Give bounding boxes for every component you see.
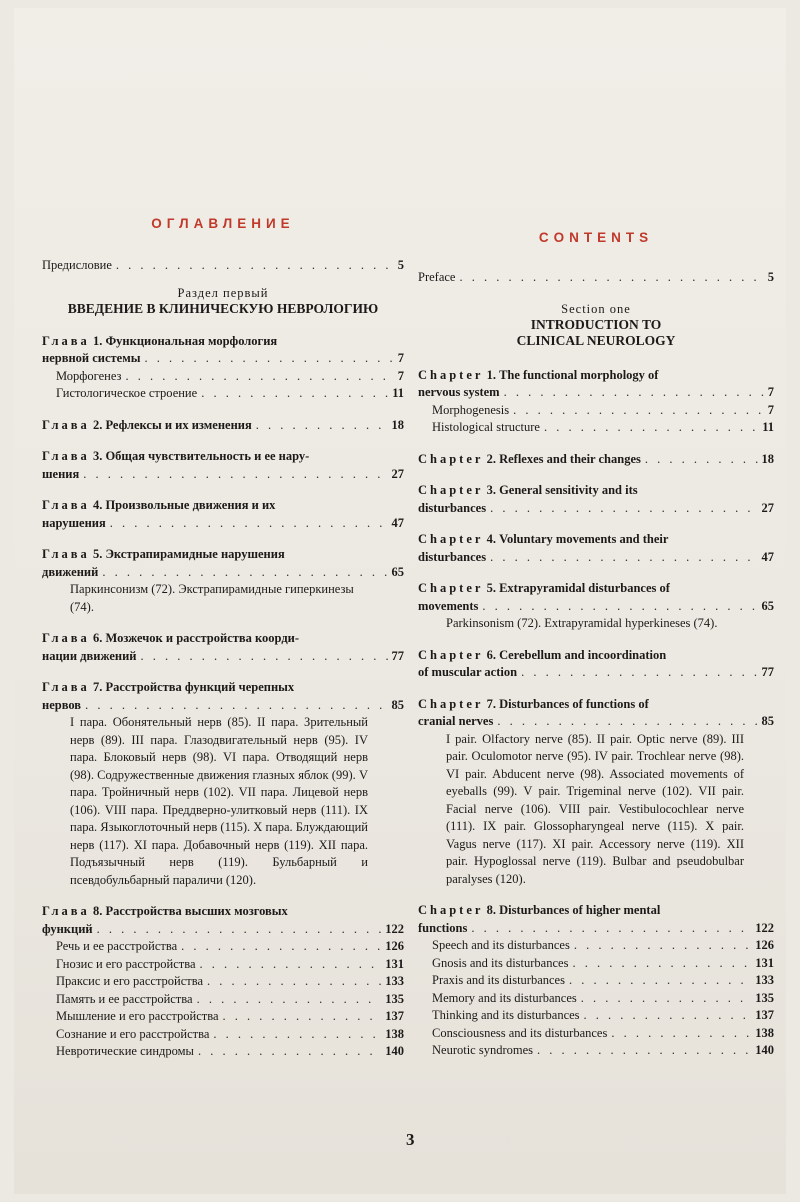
ru-ch6-num: 6. [92,631,103,645]
ru-ch8-sub-1-page: 126 [385,939,404,953]
leader-dots [223,1008,382,1026]
leader-dots [145,350,394,368]
leader-dots [581,990,751,1008]
ru-ch3-title-a: Общая чувствительность и ее нару- [105,449,310,463]
leader-dots [200,956,382,974]
en-ch6-title-a: Cerebellum and incoordination [499,647,667,662]
en-ch1-num: 1. [486,367,496,382]
en-ch5-title-b: movements [418,598,479,613]
en-ch2-page: 18 [761,451,774,466]
ru-ch4-num: 4. [92,498,103,512]
ru-chapter-7 [42,679,404,889]
ru-ch8-title-b: функций [42,921,93,936]
ru-ch3-page: 27 [391,466,404,481]
en-chapter-word: Chapter [418,367,484,382]
ru-ch8-sub-2-page: 131 [385,956,404,971]
leader-dots [521,664,757,682]
en-ch1-sub-2-page: 11 [762,420,774,434]
en-chapter-7 [418,696,774,889]
en-section-heading [418,301,774,349]
en-chapter-5 [418,580,774,633]
leader-dots [513,402,764,420]
ru-ch8-sub-2-title: Гнозис и его расстройства [56,956,196,971]
leader-dots [544,419,758,437]
ru-preface-title: Предисловие [42,258,112,272]
ru-toc-heading: ОГЛАВЛЕНИЕ [151,216,295,231]
ru-chapter-8 [42,903,404,1061]
en-ch6-page: 77 [761,665,774,679]
leader-dots [141,648,388,666]
ru-chapter-6 [42,630,404,665]
ru-ch8-sub-5-page: 137 [385,1009,404,1023]
en-ch4-num: 4. [486,532,496,546]
en-ch8-sub-7-page: 140 [755,1043,774,1057]
en-ch7-detail: I pair. Olfactory nerve (85). II pair. Optic nerve (89). III pair. Oculomotor nerve (95). IV pair. Trochlear nerve (98). VI pair. Abducent nerve (98). Associated movements of eyeballs (99). V pair. Trigeminal nerve (102). VII pair. Facial nerve (106). VIII pair. Vestibulocochlear nerve (111). IX pair. Glossopharyngeal nerve (115). X pair. Vagus nerve (117). XI pair. Accessory nerve (119). XII pair. Hypoglossal nerve (119). Bulbar and pseudobulbar paralyses (120). [446,731,744,886]
en-ch5-num: 5. [486,581,496,595]
en-ch8-num: 8. [486,903,496,917]
ru-ch2-page: 18 [391,417,404,432]
ru-ch1-sub-1-page: 7 [397,368,404,383]
ru-ch5-detail: Паркинсонизм (72). Экстрапирамидные гиперкинезы (74). [70,582,354,614]
ru-ch8-sub-7-page: 140 [385,1044,404,1058]
ru-ch1-num: 1. [92,333,103,348]
en-ch8-sub-7-title: Neurotic syndromes [432,1043,534,1057]
en-ch8-sub-4-title: Memory and its disturbances [432,990,577,1005]
en-ch8-sub-2-title: Gnosis and its disturbances [432,955,569,970]
en-chapter-word: Chapter [418,532,484,546]
ru-ch7-title-b: нервов [42,697,82,712]
leader-dots [181,938,381,956]
en-ch7-page: 85 [761,714,774,728]
en-ch8-sub-6-page: 138 [755,1025,774,1040]
en-ch8-title-a: Disturbances of higher mental [499,903,661,917]
ru-ch8-sub-5-title: Мышление и его расстройства [56,1009,219,1023]
leader-dots [645,451,758,469]
en-ch7-num: 7. [486,696,496,711]
en-chapter-1 [418,367,774,437]
en-chapter-word: Chapter [418,647,484,662]
en-ch1-title-a: The functional morphology of [499,367,659,382]
en-preface-entry [418,269,774,287]
ru-chapter-2 [42,417,404,435]
en-ch4-title-b: disturbances [418,549,487,564]
ru-ch3-num: 3. [92,449,103,463]
en-chapter-3 [418,482,774,517]
leader-dots [207,973,381,991]
ru-ch7-title-a: Расстройства функций черепных [105,680,295,694]
ru-chapter-4 [42,497,404,532]
leader-dots [574,937,751,955]
ru-ch8-page: 122 [385,921,404,936]
ru-chapter-word: Глава [42,547,90,561]
en-ch5-detail: Parkinsonism (72). Extrapyramidal hyperkineses (74). [446,616,718,630]
en-ch8-sub-3-title: Praxis and its disturbances [432,973,565,987]
ru-ch1-page: 7 [397,351,404,365]
ru-ch8-sub-1-title: Речь и ее расстройства [56,939,178,953]
ru-ch5-title-b: движений [42,564,99,579]
en-ch8-sub-3-page: 133 [755,973,774,987]
en-chapter-word: Chapter [418,696,484,711]
leader-dots [85,697,387,715]
ru-ch8-sub-3-page: 133 [385,974,404,988]
en-ch8-sub-6-title: Consciousness and its disturbances [432,1025,608,1040]
ru-ch5-title-a: Экстрапирамидные нарушения [105,547,285,561]
leader-dots [471,920,751,938]
en-ch8-sub-1-page: 126 [755,938,774,952]
en-ch7-title-a: Disturbances of functions of [499,696,649,711]
ru-chapter-word: Глава [42,904,90,918]
en-chapter-2 [418,451,774,469]
ru-ch2-title: Рефлексы и их изменения [105,417,252,432]
en-ch3-page: 27 [761,500,774,515]
en-ch6-title-b: of muscular action [418,665,518,679]
ru-ch1-title-b: нервной системы [42,351,141,365]
en-chapter-4 [418,531,774,566]
ru-chapter-word: Глава [42,498,90,512]
leader-dots [611,1025,751,1043]
leader-dots [572,955,751,973]
en-chapter-6 [418,647,774,682]
ru-ch8-sub-6-page: 138 [385,1026,404,1041]
ru-ch1-title-a: Функциональная морфология [105,333,278,348]
ru-ch6-title-b: нации движений [42,648,137,663]
en-ch5-page: 65 [761,598,774,613]
en-ch8-sub-2-page: 131 [755,955,774,970]
en-ch8-page: 122 [755,920,774,935]
en-ch1-title-b: nervous system [418,385,500,399]
leader-dots [504,384,764,402]
ru-ch7-page: 85 [391,697,404,712]
ru-ch7-num: 7. [92,680,103,694]
ru-section-heading [42,285,404,317]
en-ch4-title-a: Voluntary movements and their [499,532,669,546]
ru-ch8-sub-3-title: Праксис и его расстройства [56,974,204,988]
ru-ch4-page: 47 [391,515,404,530]
ru-chapter-word: Глава [42,631,90,645]
ru-ch8-sub-4-title: Память и ее расстройства [56,991,193,1006]
leader-dots [213,1026,381,1044]
ru-ch5-page: 65 [391,564,404,579]
en-section-label: Section one [561,301,631,316]
leader-dots [482,598,757,616]
en-ch8-sub-5-page: 137 [755,1008,774,1022]
en-ch8-sub-1-title: Speech and its disturbances [432,938,570,952]
book-page [14,8,786,1194]
ru-ch6-title-a: Мозжечок и расстройства коорди- [105,631,300,645]
ru-preface-entry [42,257,404,275]
ru-ch5-num: 5. [92,547,103,561]
leader-dots [497,713,757,731]
leader-dots [584,1007,752,1025]
ru-chapter-word: Глава [42,680,90,694]
leader-dots [110,515,388,533]
en-chapter-8 [418,902,774,1060]
leader-dots [256,417,388,435]
en-chapter-word: Chapter [418,483,484,497]
en-ch2-title: Reflexes and their changes [499,451,641,466]
en-chapter-word: Chapter [418,903,484,917]
ru-ch1-sub-1-title: Морфогенез [56,368,122,383]
en-ch2-num: 2. [486,451,496,466]
ru-ch1-sub-2-title: Гистологическое строение [56,386,198,400]
page-number: 3 [406,1130,415,1149]
ru-chapter-word: Глава [42,333,90,348]
ru-chapter-1 [42,333,404,403]
leader-dots [537,1042,751,1060]
leader-dots [569,972,751,990]
en-ch1-sub-2-title: Histological structure [432,420,540,434]
en-ch8-title-b: functions [418,920,468,935]
russian-toc-column [42,8,404,1061]
en-ch1-page: 7 [767,385,774,399]
leader-dots [116,257,394,275]
leader-dots [198,1043,381,1061]
en-section-title-b: CLINICAL NEUROLOGY [516,332,676,348]
ru-ch7-detail: I пара. Обонятельный нерв (85). II пара. Зрительный нерв (89). III пара. Глазодвигательный нерв (95). IV пара. Блоковый нерв (98). VI пара. Отводящий нерв (98). Содружественные движения глазных яблок (99). V пара. Тройничный нерв (102). VII пара. Лицевой нерв (106). VIII пара. Преддверно-улитковый нерв (111). IX пара. Языкоглоточный нерв (115). X пара. Блуждающий нерв (117). XI пара. Добавочный нерв (119). XII пара. Подъязычный нерв (119). Бульбарный и псевдобульбарный параличи (120). [70,715,368,887]
en-ch1-sub-1-page: 7 [767,402,774,417]
leader-dots [201,385,388,403]
en-ch8-sub-4-page: 135 [755,990,774,1005]
ru-chapter-3 [42,448,404,483]
ru-ch4-title-b: нарушения [42,515,106,530]
leader-dots [97,921,382,939]
en-ch4-page: 47 [761,549,774,564]
ru-ch8-sub-7-title: Невротические синдромы [56,1044,194,1058]
leader-dots [83,466,387,484]
ru-preface-page: 5 [397,258,404,272]
ru-ch4-title-a: Произвольные движения и их [105,498,276,512]
en-preface-page: 5 [767,270,774,284]
ru-ch8-sub-6-title: Сознание и его расстройства [56,1026,210,1041]
ru-chapter-word: Глава [42,417,90,432]
ru-ch8-sub-4-page: 135 [385,991,404,1006]
en-chapter-word: Chapter [418,581,484,595]
ru-section-title: ВВЕДЕНИЕ В КЛИНИЧЕСКУЮ НЕВРОЛОГИЮ [67,300,379,316]
leader-dots [197,991,382,1009]
en-ch7-title-b: cranial nerves [418,714,494,728]
en-ch3-num: 3. [486,483,496,497]
ru-section-label: Раздел первый [177,285,269,300]
ru-ch2-num: 2. [92,417,103,432]
en-chapter-word: Chapter [418,451,484,466]
en-ch3-title-b: disturbances [418,500,487,515]
ru-ch8-num: 8. [92,904,103,918]
ru-ch1-sub-2-page: 11 [392,386,404,400]
en-ch8-sub-5-title: Thinking and its disturbances [432,1008,580,1022]
ru-ch3-title-b: шения [42,466,80,481]
en-section-title-a: INTRODUCTION TO [530,316,662,332]
leader-dots [490,500,757,518]
leader-dots [459,269,763,287]
leader-dots [490,549,757,567]
ru-ch8-title-a: Расстройства высших мозговых [105,904,288,918]
ru-ch6-page: 77 [391,648,404,663]
en-ch5-title-a: Extrapyramidal disturbances of [499,581,670,595]
ru-chapter-5 [42,546,404,616]
en-ch6-num: 6. [486,647,496,662]
leader-dots [126,368,394,386]
en-preface-title: Preface [418,270,456,284]
ru-chapter-word: Глава [42,449,90,463]
leader-dots [102,564,387,582]
english-toc-column [418,8,774,1060]
en-ch3-title-a: General sensitivity and its [499,483,638,497]
en-toc-heading: CONTENTS [538,230,654,245]
en-ch1-sub-1-title: Morphogenesis [432,402,510,417]
